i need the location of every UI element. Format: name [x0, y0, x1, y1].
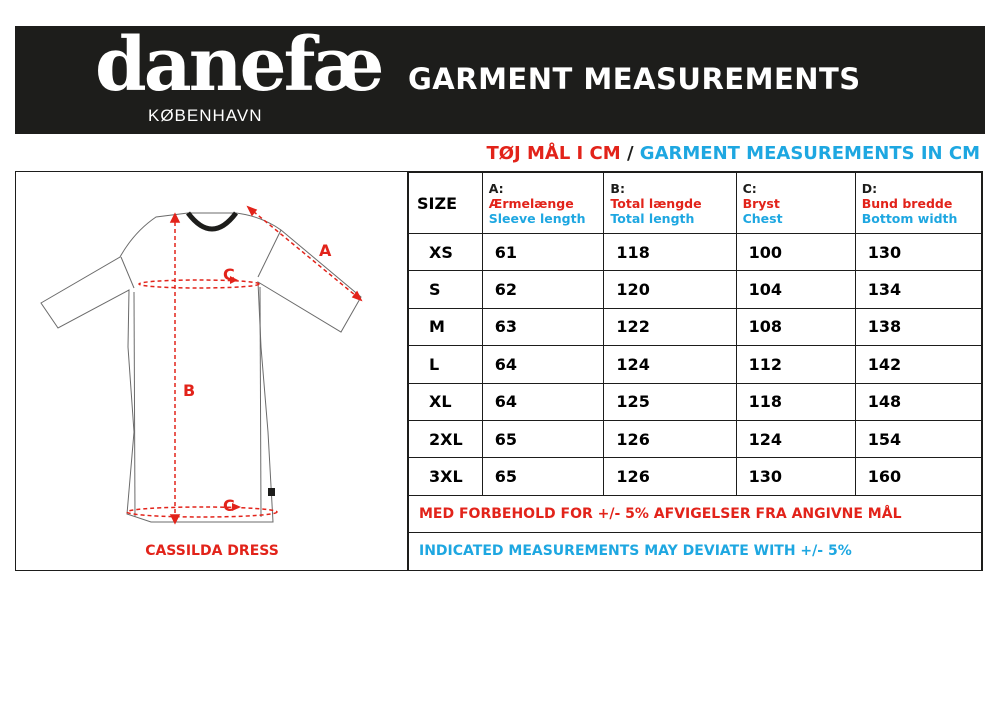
value-cell: 118: [736, 383, 855, 420]
note-row-danish: [409, 495, 982, 533]
value-cell: 138: [855, 308, 981, 345]
value-cell: 64: [482, 383, 604, 420]
table-row: [409, 234, 982, 271]
value-cell: 130: [855, 234, 981, 271]
value-cell: 148: [855, 383, 981, 420]
subtitle-separator: /: [626, 143, 634, 164]
value-cell: 124: [736, 420, 855, 457]
dress-diagram-panel: [16, 172, 408, 570]
neckline: [188, 213, 236, 229]
size-cell: 3XL: [409, 458, 483, 495]
value-cell: 104: [736, 271, 855, 308]
column-header-a: [482, 173, 604, 234]
table-row: [409, 346, 982, 383]
size-cell: M: [409, 308, 483, 345]
subtitle-english: GARMENT MEASUREMENTS IN CM: [639, 143, 980, 164]
value-cell: 108: [736, 308, 855, 345]
column-label-danish: Bryst: [742, 195, 780, 211]
size-cell: 2XL: [409, 420, 483, 457]
sleeve-seam-right: [258, 230, 281, 277]
column-header-d: [855, 173, 981, 234]
column-letter: B:: [610, 180, 625, 196]
page-title: GARMENT MEASUREMENTS: [408, 62, 861, 96]
dress-diagram: [16, 172, 408, 572]
brand-city: KØBENHAVN: [148, 106, 263, 125]
size-cell: XL: [409, 383, 483, 420]
sleeve-seam-left: [121, 257, 134, 288]
column-label-danish: Total længde: [610, 195, 702, 211]
column-header-b: [604, 173, 736, 234]
size-table: [408, 172, 982, 571]
measure-c-chest: [139, 280, 259, 288]
value-cell: 64: [482, 346, 604, 383]
column-label-danish: Ærmelænge: [488, 195, 574, 211]
label-c-bottom: C: [223, 496, 235, 515]
value-cell: 126: [604, 420, 736, 457]
table-header-row: [409, 173, 982, 234]
column-label-english: Chest: [742, 210, 783, 226]
value-cell: 134: [855, 271, 981, 308]
value-cell: 65: [482, 420, 604, 457]
table-row: [409, 458, 982, 495]
size-cell: S: [409, 271, 483, 308]
table-row: [409, 420, 982, 457]
subtitle: [486, 143, 980, 164]
brand-logo: danefæ: [95, 22, 382, 108]
header-banner: [15, 22, 985, 134]
value-cell: 130: [736, 458, 855, 495]
column-label-danish: Bund bredde: [861, 195, 953, 211]
column-header-c: [736, 173, 855, 234]
value-cell: 118: [604, 234, 736, 271]
size-cell: XS: [409, 234, 483, 271]
column-label-english: Bottom width: [861, 210, 958, 226]
column-letter: D:: [861, 180, 878, 196]
measure-a-arrow-start: [248, 207, 256, 215]
value-cell: 112: [736, 346, 855, 383]
table-row: [409, 271, 982, 308]
column-label-english: Total length: [610, 210, 695, 226]
value-cell: 154: [855, 420, 981, 457]
value-cell: 63: [482, 308, 604, 345]
table-row: [409, 383, 982, 420]
label-b: B: [183, 381, 196, 400]
label-c-top: C: [223, 265, 235, 284]
value-cell: 122: [604, 308, 736, 345]
side-seam-right: [260, 287, 261, 517]
side-seam-left: [134, 292, 135, 517]
size-header: SIZE: [409, 173, 483, 234]
column-letter: C:: [742, 180, 757, 196]
dress-outline: [41, 213, 361, 522]
value-cell: 160: [855, 458, 981, 495]
value-cell: 124: [604, 346, 736, 383]
column-label-english: Sleeve length: [488, 210, 586, 226]
note-english: INDICATED MEASUREMENTS MAY DEVIATE WITH +/- 5%: [409, 533, 982, 571]
label-tag: [268, 488, 275, 496]
value-cell: 142: [855, 346, 981, 383]
table-row: [409, 308, 982, 345]
value-cell: 120: [604, 271, 736, 308]
value-cell: 125: [604, 383, 736, 420]
measure-a-arrow-end: [353, 292, 361, 300]
value-cell: 61: [482, 234, 604, 271]
value-cell: 65: [482, 458, 604, 495]
subtitle-danish: TØJ MÅL I CM: [486, 143, 621, 164]
measurement-frame: [15, 171, 983, 571]
product-name: CASSILDA DRESS: [145, 543, 279, 559]
value-cell: 62: [482, 271, 604, 308]
value-cell: 100: [736, 234, 855, 271]
value-cell: 126: [604, 458, 736, 495]
size-cell: L: [409, 346, 483, 383]
note-danish: MED FORBEHOLD FOR +/- 5% AFVIGELSER FRA ANGIVNE MÅL: [409, 495, 982, 533]
label-a: A: [319, 241, 332, 260]
column-letter: A:: [488, 180, 504, 196]
note-row-english: [409, 533, 982, 571]
measure-c-bottom: [127, 507, 277, 517]
